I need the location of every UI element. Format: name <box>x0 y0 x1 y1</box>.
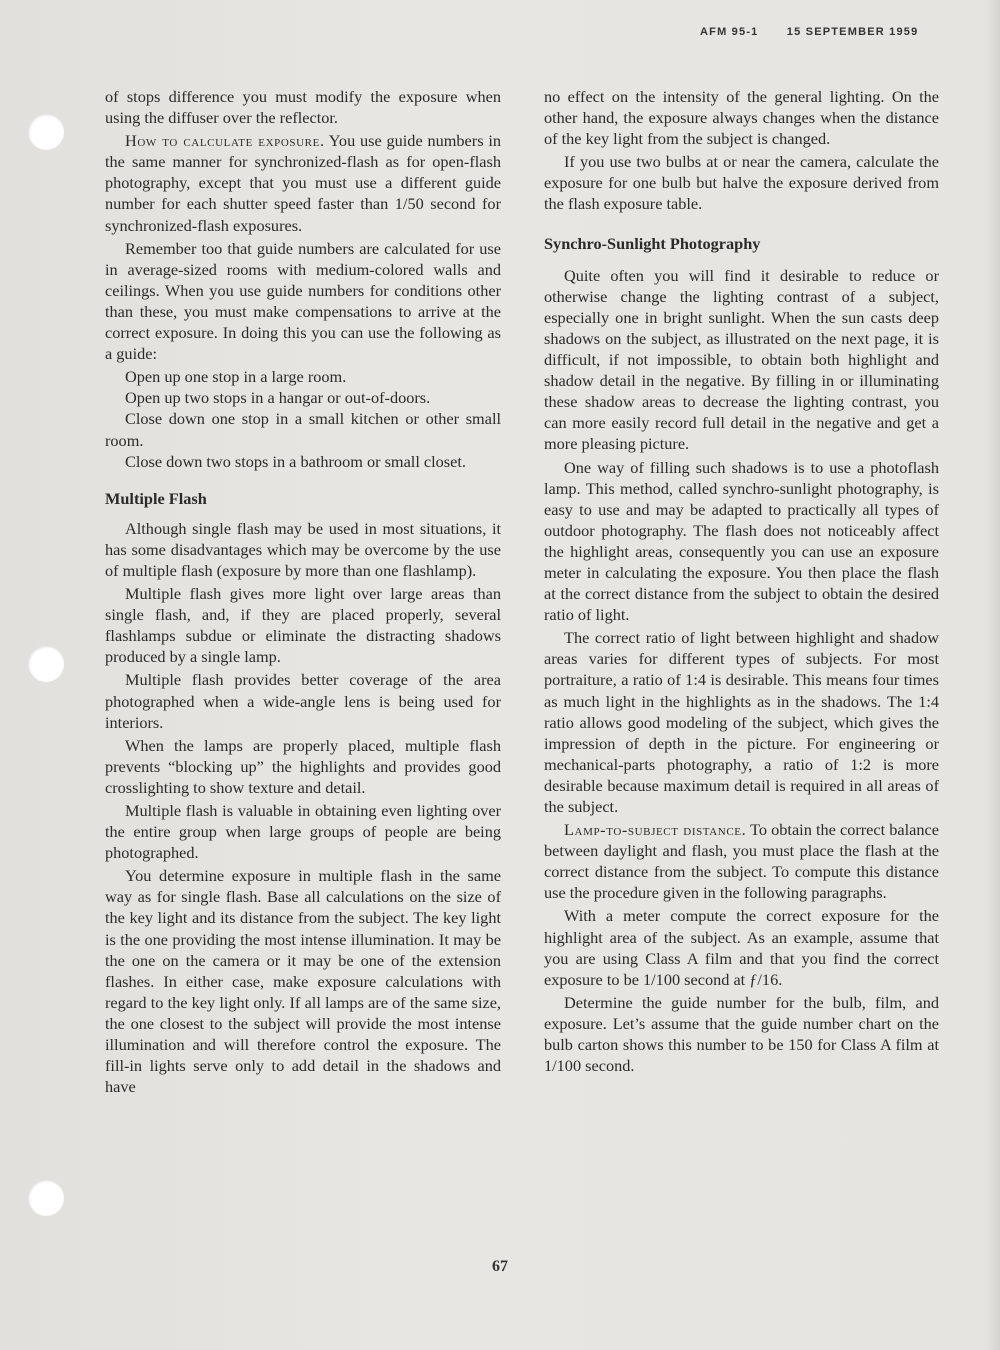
section-heading-multiple-flash: Multiple Flash <box>105 488 207 508</box>
punch-hole-bottom <box>28 1180 64 1216</box>
paragraph: Determine the guide number for the bulb, film, and exposure. Let’s assume that the guide number chart on the bulb carton shows this number to be 150 for Class A film at 1/100 second. <box>544 992 939 1076</box>
paragraph: If you use two bulbs at or near the camera, calculate the exposure for one bulb but halve the exposure derived from the flash exposure table. <box>544 152 939 214</box>
run-in-heading: Lamp-to-subject distance. <box>564 820 747 840</box>
paragraph-text: To obtain the correct balance between daylight and flash, you must place the flash at the correct distance from the subject. To compute this distance use the procedure given in the following paragraphs. <box>544 820 939 903</box>
paragraph: Although single flash may be used in most situations, it has some disadvantages which may be overcome by the use of multiple flash (exposure by more than one flashlamp). <box>105 518 501 580</box>
paragraph: Multiple flash is valuable in obtaining even lighting over the entire group when large groups of people are being photographed. <box>105 801 501 863</box>
document-date: 15 SEPTEMBER 1959 <box>786 26 919 38</box>
section-heading-synchro-sunlight: Synchro-Sunlight Photography <box>544 233 761 253</box>
run-in-heading: How to calculate exposure. <box>125 131 325 151</box>
paragraph: Quite often you will find it desirable to reduce or otherwise change the lighting contrast of a subject, especially one in bright sunlight. When the sun casts deep shadows on the subject, as illustrated on the next page, it is difficult, if not impossible, to obtain both highlight and shadow detail in the negative. By filling in or illuminating these shadow areas to decrease the lighting contrast, you can more easily record full detail in the negative and get a more pleasing picture. <box>544 265 939 454</box>
right-column <box>544 86 939 1078</box>
paragraph: With a meter compute the correct exposure for the highlight area of the subject. As an example, assume that you are using Class A film and that you find the correct exposure to be 1/100 second at ƒ/16. <box>544 906 939 989</box>
document-id: AFM 95-1 <box>700 26 759 38</box>
paragraph: Multiple flash gives more light over large areas than single flash, and, if they are placed properly, several flashlamps subdue or eliminate the distracting shadows produced by a single lamp. <box>105 584 501 667</box>
punch-hole-middle <box>28 646 64 682</box>
paragraph: no effect on the intensity of the general lighting. On the other hand, the exposure always changes when the distance of the key light from the subject is changed. <box>544 87 939 149</box>
page-edge-shadow <box>986 0 1000 1350</box>
paragraph-text: You use guide numbers in the same manner for synchronized-flash as for open-flash photography, except that you must use a different guide number for each shutter speed faster than 1/50 second for synchronized-flash exposures. <box>105 131 501 235</box>
paragraph-lamp-distance <box>544 819 939 903</box>
paragraph: You determine exposure in multiple flash in the same way as for single flash. Base all calculations on the size of the key light and its distance from the subject. The key light is the one providing the most intense illumination. It may be the one on the camera or it may be one of the extension flashes. In either case, make exposure calculations with regard to the key light only. If all lamps are of the same size, the one closest to the subject will provide the most intense illumination and will therefore control the exposure. The fill-in lights serve only to add detail in the shadows and have <box>105 866 501 1097</box>
running-header <box>700 26 952 38</box>
list-item: Close down two stops in a bathroom or small closet. <box>125 451 466 471</box>
page-number: 67 <box>492 1258 508 1275</box>
paragraph: of stops difference you must modify the exposure when using the diffuser over the reflector. <box>105 87 501 128</box>
paragraph: The correct ratio of light between highlight and shadow areas varies for different types of subjects. For most portraiture, a ratio of 1:4 is desirable. This means four times as much light in the highlights as in the shadows. The 1:4 ratio allows good modeling of the subject, which gives the impression of depth in the picture. For engineering or mechanical-parts photography, a ratio of 1:2 is more desirable because maximum detail is required in all areas of the subject. <box>544 628 939 816</box>
punch-hole-top <box>28 114 64 150</box>
left-column <box>105 86 501 1099</box>
paragraph-calculate-exposure <box>105 130 501 235</box>
paragraph: One way of filling such shadows is to use a photoflash lamp. This method, called synchro-sunlight photography, is easy to use and may be adapted to practically all types of outdoor photography. The flash does not noticeably affect the highlight areas, consequently you can use an exposure meter in calculating the exposure. You then place the flash at the correct distance from the subject to obtain the desired ratio of light. <box>544 457 939 625</box>
list-item: Open up two stops in a hangar or out-of-doors. <box>125 388 431 408</box>
paragraph: When the lamps are properly placed, multiple flash prevents “blocking up” the highlights and provides good crosslighting to show texture and detail. <box>105 735 501 797</box>
list-item: Close down one stop in a small kitchen or other small room. <box>105 409 501 450</box>
list-item: Open up one stop in a large room. <box>125 367 347 387</box>
paragraph: Remember too that guide numbers are calculated for use in average-sized rooms with medium-colored walls and ceilings. When you use guide numbers for conditions other than these, you must make compensations to arrive at the correct exposure. In doing this you can use the following as a guide: <box>105 238 501 364</box>
paragraph: Multiple flash provides better coverage of the area photographed when a wide-angle lens is being used for interiors. <box>105 670 501 732</box>
